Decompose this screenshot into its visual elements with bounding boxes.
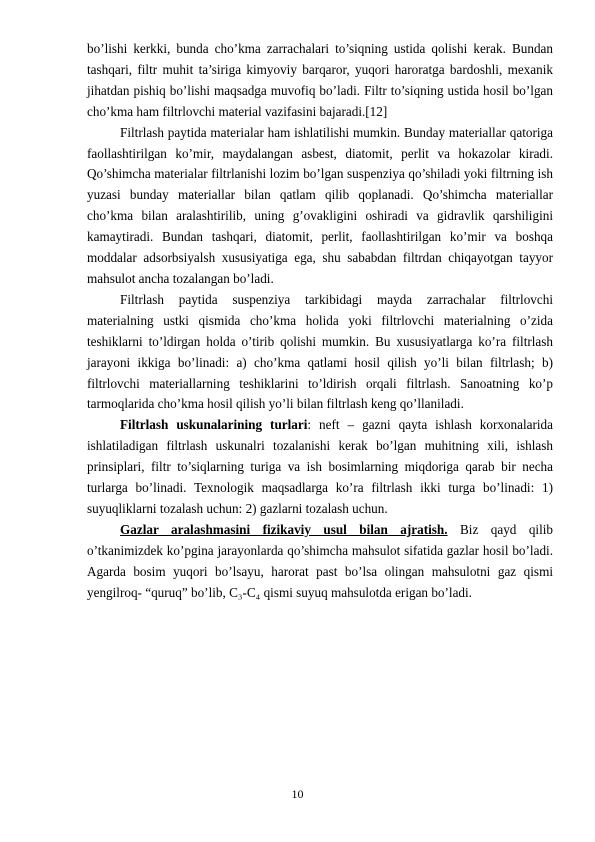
paragraph-gas-separation [87,520,553,604]
paragraph-filter-equipment [87,415,553,520]
paragraph-filter-materials [87,123,553,290]
paragraph-filtration-types [87,290,553,415]
paragraph-text: Filtrlash paytida materialar ham ishlatilishi mumkin. Bunday materiallar qatoriga faollashtirilgan ko’mir, maydalangan asbest, diatomit, perlit va hokazolar kiradi. Qo’shimcha materialar filtrlanishi lozim bo’lgan suspenziya qo’shiladi yoki filtrning ish yuzasi bunday materiallar bilan qatlam qilib qoplanadi. Qo’shimcha materiallar cho’kma bilan aralashtirilib, uning g’ovakligini oshiradi va gidravlik qarshiligini kamaytiradi. Bundan tashqari, diatomit, perlit, faollashtirilgan ko’mir va boshqa moddalar adsorbsiyalsh xususiyatiga ega, shu sababdan filtrdan chiqayotgan tayyor mahsulot ancha tozalangan bo’ladi. [87,124,553,286]
paragraph-intro [87,39,553,123]
document-page [87,39,553,603]
paragraph-text: : neft – gazni qayta ishlash korxonalarida ishlatiladigan filtrlash uskunalri tozalanishi kerak bo’lgan muhitning xili, ishlash prinsiplari, filtr to’siqlarning turiga va ish bosimlarning miqdoriga qarab bir necha turlarga bo’linadi. Texnologik maqsadlarga ko’ra filtrlash ikki turga bo’linadi: 1) suyuqliklarni tozalash uchun: 2) gazlarni tozalash uchun. [87,417,553,516]
paragraph-lead-heading: Gazlar aralashmasini fizikaviy usul bilan ajratish. [120,521,448,537]
page-number: 10 [291,787,304,801]
paragraph-text: Biz qayd qilib o’tkanimizdek ko’pgina jarayonlarda qo’shimcha mahsulot sifatida gazlar hosil bo’ladi. Agarda bosim yuqori bo’lsayu, harorat past bo’lsa olingan mahsulotni gaz qismi yengilroq- “quruq” bo’lib, C₃-C₄ qismi suyuq mahsulotda erigan bo’ladi. [87,521,553,600]
paragraph-lead-heading: Filtrlash uskunalarining turlari [120,417,308,433]
paragraph-text: Filtrlash paytida suspenziya tarkibidagi mayda zarrachalar filtrlovchi materialning ustki qismida cho’kma holida yoki filtrlovchi materialning o’zida teshiklarni to’ldirgan holda o’tirib qolishi mumkin. Bu xususiyatlarga ko’ra filtrlash jarayoni ikkiga bo’linadi: a) cho’kma qatlami hosil qilish yo’li bilan filtrlash; b) filtrlovchi materiallarning teshiklarini to’ldirish orqali filtrlash. Sanoatning ko’p tarmoqlarida cho’kma hosil qilish yo’li bilan filtrlash keng qo’llaniladi. [87,291,553,412]
paragraph-text: bo’lishi kerkki, bunda cho’kma zarrachalari to’siqning ustida qolishi kerak. Bundan tashqari, filtr muhit ta’siriga kimyoviy barqaror, yuqori haroratga bardoshli, mexanik jihatdan pishiq bo’lishi maqsadga muvofiq bo’ladi. Filtr to’siqning ustida hosil bo’lgan cho’kma ham filtrlovchi material vazifasini bajaradi.[12] [87,41,553,119]
